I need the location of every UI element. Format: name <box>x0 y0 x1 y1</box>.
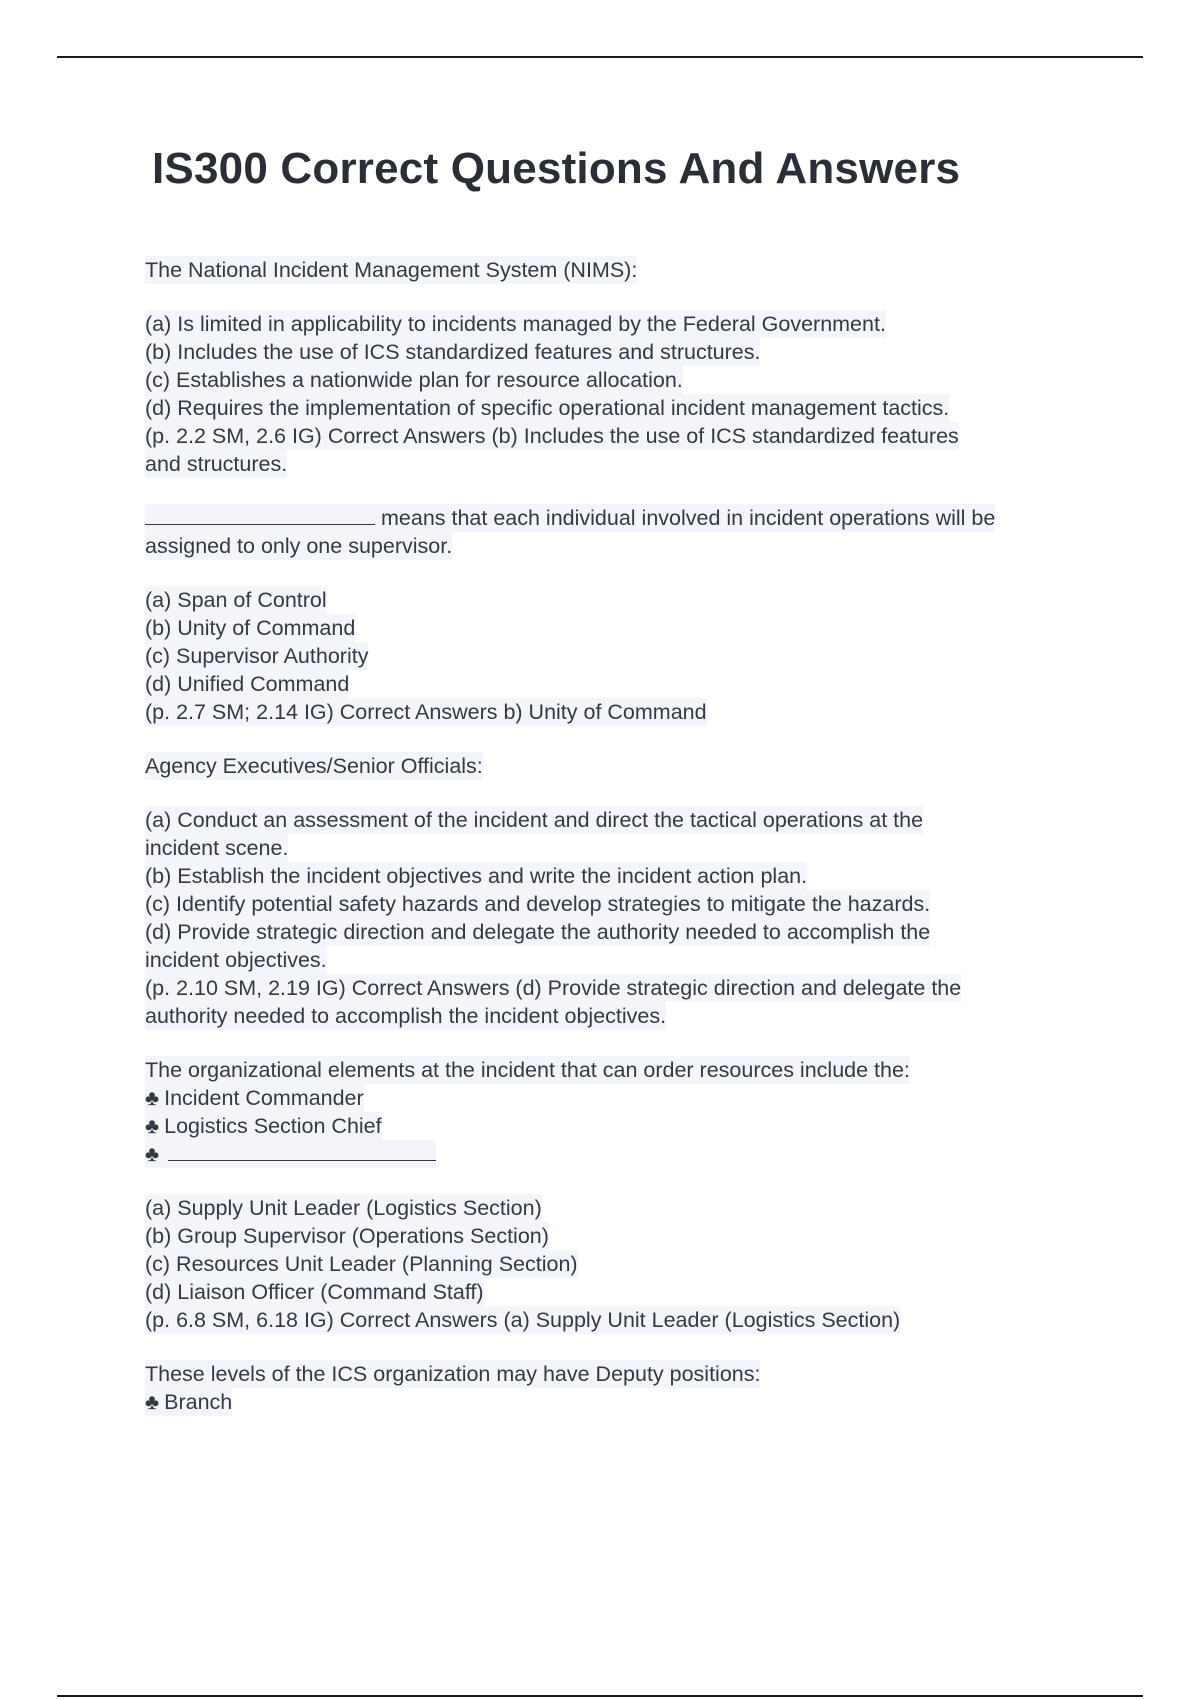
document-body <box>145 256 1075 1442</box>
option-b: (b) Group Supervisor (Operations Section) <box>145 1224 549 1248</box>
question-4-options <box>145 1194 1075 1334</box>
bullet-item <box>145 1140 436 1168</box>
header-rule <box>57 56 1143 58</box>
bullet-item <box>145 1084 364 1112</box>
question-2-options <box>145 586 1075 726</box>
option-a: (a) Supply Unit Leader (Logistics Section) <box>145 1196 542 1220</box>
answer-line: (p. 2.2 SM, 2.6 IG) Correct Answers (b) Includes the use of ICS standardized features <box>145 424 959 448</box>
question-4 <box>145 1056 1075 1168</box>
question-prompt: Agency Executives/Senior Officials: <box>145 754 483 778</box>
option-d: (d) Provide strategic direction and delegate the authority needed to accomplish the <box>145 920 931 944</box>
option-c: (c) Supervisor Authority <box>145 644 369 668</box>
fill-in-blank <box>168 1140 436 1161</box>
fill-in-blank <box>145 504 375 525</box>
club-bullet-icon: ♣ <box>145 1390 160 1414</box>
option-a: (a) Span of Control <box>145 588 327 612</box>
bullet-text: Branch <box>164 1390 233 1414</box>
footer-rule <box>57 1695 1143 1697</box>
question-2 <box>145 504 1075 560</box>
question-prompt <box>145 504 995 532</box>
answer-line: and structures. <box>145 452 288 476</box>
option-d: incident objectives. <box>145 948 327 972</box>
option-c: (c) Identify potential safety hazards and develop strategies to mitigate the hazards. <box>145 892 931 916</box>
question-3-options <box>145 806 1075 1030</box>
option-a: (a) Conduct an assessment of the incident and direct the tactical operations at the <box>145 808 924 832</box>
option-b: (b) Establish the incident objectives and write the incident action plan. <box>145 864 808 888</box>
bullet-text: Incident Commander <box>164 1086 364 1110</box>
option-d: (d) Liaison Officer (Command Staff) <box>145 1280 484 1304</box>
question-prompt: assigned to only one supervisor. <box>145 534 453 558</box>
question-prompt: These levels of the ICS organization may have Deputy positions: <box>145 1362 761 1386</box>
option-d: (d) Requires the implementation of specific operational incident management tactics. <box>145 396 950 420</box>
club-bullet-icon: ♣ <box>145 1142 160 1166</box>
question-5 <box>145 1360 1075 1416</box>
option-d: (d) Unified Command <box>145 672 350 696</box>
option-b: (b) Includes the use of ICS standardized features and structures. <box>145 340 761 364</box>
answer-line: (p. 2.7 SM; 2.14 IG) Correct Answers b) Unity of Command <box>145 700 707 724</box>
answer-line: (p. 6.8 SM, 6.18 IG) Correct Answers (a) Supply Unit Leader (Logistics Section) <box>145 1308 901 1332</box>
option-a: (a) Is limited in applicability to incidents managed by the Federal Government. <box>145 312 886 336</box>
answer-line: (p. 2.10 SM, 2.19 IG) Correct Answers (d) Provide strategic direction and delegate the <box>145 976 962 1000</box>
club-bullet-icon: ♣ <box>145 1114 160 1138</box>
bullet-item <box>145 1388 232 1416</box>
bullet-text: Logistics Section Chief <box>164 1114 382 1138</box>
option-a: incident scene. <box>145 836 289 860</box>
option-c: (c) Establishes a nationwide plan for resource allocation. <box>145 368 683 392</box>
document-title: IS300 Correct Questions And Answers <box>152 144 961 193</box>
option-c: (c) Resources Unit Leader (Planning Section) <box>145 1252 578 1276</box>
question-1-options <box>145 310 1075 478</box>
question-3 <box>145 752 1075 780</box>
option-b: (b) Unity of Command <box>145 616 356 640</box>
club-bullet-icon: ♣ <box>145 1086 160 1110</box>
question-prompt-text: means that each individual involved in incident operations will be <box>381 506 996 530</box>
answer-line: authority needed to accomplish the incident objectives. <box>145 1004 667 1028</box>
question-prompt: The organizational elements at the incident that can order resources include the: <box>145 1058 910 1082</box>
question-1 <box>145 256 1075 284</box>
bullet-item <box>145 1112 382 1140</box>
question-prompt: The National Incident Management System (NIMS): <box>145 258 638 282</box>
